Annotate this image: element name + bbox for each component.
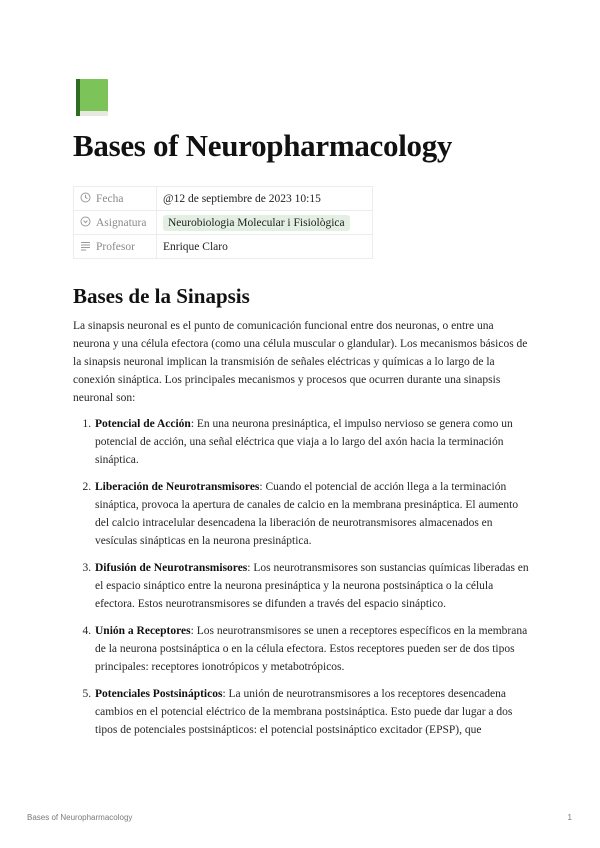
section-heading: Bases de la Sinapsis	[73, 284, 250, 308]
list-item-text: : La unión de neurotransmisores a los receptores desencadena cambios en el potencial eléctrico de la membrana postsináptica. Esto puede dar lugar a dos tipos de potenciales postsinápticos: el potencial postsináptico excitador (EPSP), que	[95, 688, 513, 736]
text-lines-icon	[80, 240, 91, 251]
property-value[interactable]: @12 de septiembre de 2023 10:15	[157, 187, 373, 211]
list-item	[94, 478, 530, 550]
page-title: Bases of Neuropharmacology	[73, 128, 453, 163]
mechanisms-list	[73, 415, 530, 739]
property-value[interactable]	[157, 211, 373, 235]
list-item-text: : Cuando el potencial de acción llega a la terminación sináptica, provoca la apertura de canales de calcio en la membrana presináptica. El aumento del calcio intracelular desencadena la liberación de neurotransmisores almacenados en vesículas sinápticas en la neurona presináptica.	[95, 481, 519, 547]
subject-tag[interactable]: Neurobiologia Molecular i Fisiològica	[163, 215, 350, 231]
footer-title: Bases of Neuropharmacology	[27, 813, 133, 822]
list-item-term: Potencial de Acción	[95, 418, 191, 430]
property-key: Profesor	[74, 235, 157, 259]
property-row-profesor	[74, 235, 373, 259]
list-item	[94, 622, 530, 676]
page-content	[73, 78, 530, 748]
property-row-fecha	[74, 187, 373, 211]
select-circle-icon	[80, 216, 91, 227]
footer-page-number: 1	[567, 813, 572, 822]
list-item-term: Unión a Receptores	[95, 625, 191, 637]
list-item	[94, 559, 530, 613]
properties-table	[73, 186, 373, 259]
list-item-term: Potenciales Postsinápticos	[95, 688, 223, 700]
list-item-term: Liberación de Neurotransmisores	[95, 481, 260, 493]
list-item-term: Difusión de Neurotransmisores	[95, 562, 248, 574]
list-item-text: : Los neurotransmisores se unen a receptores específicos en la membrana de la neurona postsináptica o en la célula efectora. Estos receptores pueden ser de dos tipos principales: receptores ionotrópicos y metabotrópicos.	[95, 625, 528, 673]
property-key: Asignatura	[74, 211, 157, 235]
list-item	[94, 685, 530, 739]
list-item-text: : Los neurotransmisores son sustancias químicas liberadas en el espacio sináptico entre la neurona presináptica y la neurona postsináptica o la célula efectora. Estos neurotransmisores se difunden a través del espacio sináptico.	[95, 562, 529, 610]
green-book-icon	[73, 78, 111, 118]
property-value[interactable]: Enrique Claro	[157, 235, 373, 259]
list-item	[94, 415, 530, 469]
list-item-text: : En una neurona presináptica, el impulso nervioso se genera como un potencial de acción, una señal eléctrica que viaja a lo largo del axón hacia la terminación sináptica.	[95, 418, 513, 466]
property-key: Fecha	[74, 187, 157, 211]
clock-icon	[80, 192, 91, 203]
intro-paragraph: La sinapsis neuronal es el punto de comunicación funcional entre dos neuronas, o entre una neurona y una célula efectora (como una célula muscular o glandular). Los mecanismos básicos de la sinapsis neuronal implican la transmisión de señales eléctricas y químicas a lo largo de la conexión sináptica. Los principales mecanismos y procesos que ocurren durante una sinapsis neuronal son:	[73, 320, 528, 404]
property-row-asignatura	[74, 211, 373, 235]
